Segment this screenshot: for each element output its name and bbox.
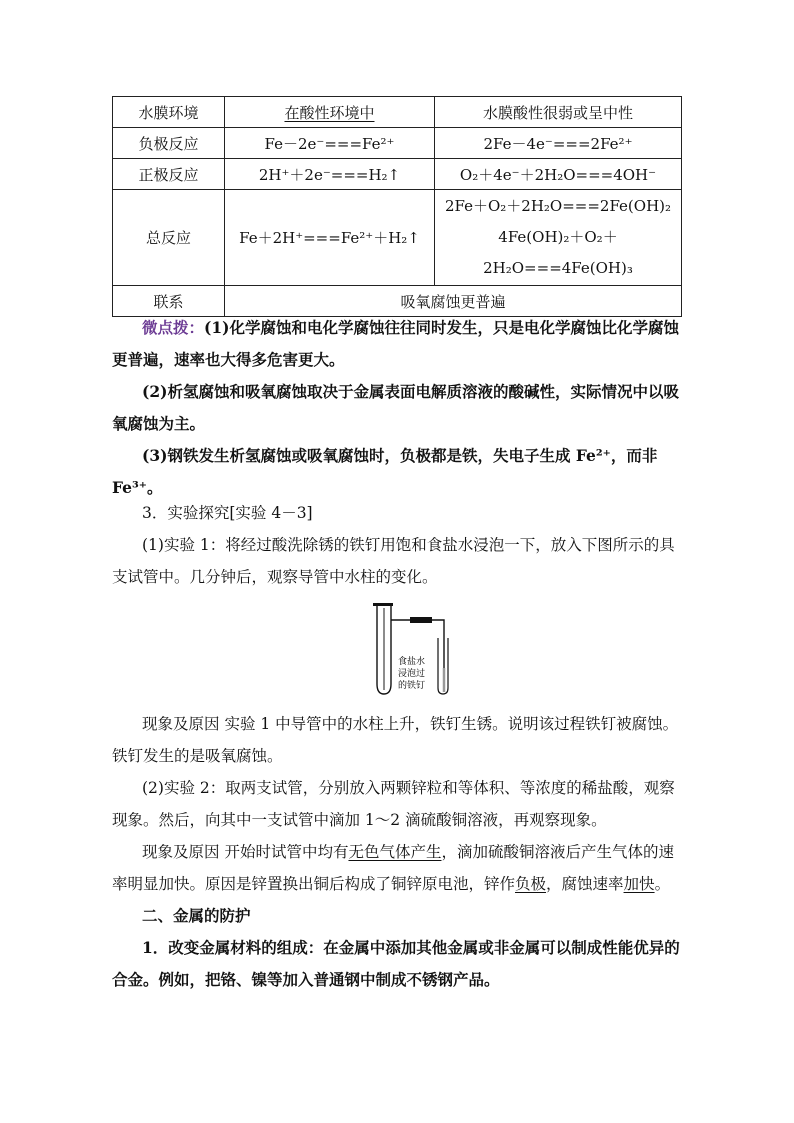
table-row-label: 联系	[113, 286, 225, 317]
note-paragraph: (3)钢铁发生析氢腐蚀或吸氧腐蚀时，负极都是铁，失电子生成 Fe²⁺，而非 Fe³⁺。	[112, 446, 658, 497]
note-paragraph: 微点拨：(1)化学腐蚀和电化学腐蚀往往同时发生，只是电化学腐蚀比化学腐蚀更普遍，速率也大得多危害更大。	[112, 318, 679, 369]
figure-label-line: 浸泡过	[398, 668, 426, 678]
table-row	[113, 128, 682, 159]
apparatus-figure	[370, 598, 462, 698]
equation-line: 2H₂O===4Fe(OH)₃	[483, 259, 633, 277]
result-paragraph: 现象及原因 实验 1 中导管中的水柱上升，铁钉生锈。说明该过程铁钉被腐蚀。铁钉发生的是吸氧腐蚀。	[112, 715, 679, 765]
table-cell	[435, 190, 682, 286]
note-paragraph: (2)析氢腐蚀和吸氧腐蚀取决于金属表面电解质溶液的酸碱性，实际情况中以吸氧腐蚀为主。	[112, 382, 679, 433]
results-section	[112, 708, 682, 996]
table-header-cell: 在酸性环境中	[225, 97, 435, 128]
corrosion-comparison-table	[112, 96, 682, 317]
table-cell: O₂＋4e⁻＋2H₂O===4OH⁻	[435, 159, 682, 190]
experiment-section	[112, 497, 682, 593]
figure-label-line: 的铁钉	[398, 680, 426, 690]
table-row-label: 正极反应	[113, 159, 225, 190]
table-cell: 2Fe－4e⁻===2Fe²⁺	[435, 128, 682, 159]
table-cell: 2H⁺＋2e⁻===H₂↑	[225, 159, 435, 190]
table-row	[113, 190, 682, 286]
experiment-paragraph: (2)实验 2：取两支试管，分别放入两颗锌粒和等体积、等浓度的稀盐酸，观察现象。然后，向其中一支试管中滴加 1～2 滴硫酸铜溶液，再观察现象。	[112, 779, 675, 829]
table-row	[113, 97, 682, 128]
table-row-label: 负极反应	[113, 128, 225, 159]
table-header-cell: 水膜环境	[113, 97, 225, 128]
table-merged-cell: 吸氧腐蚀更普遍	[225, 286, 682, 317]
equation-line: 2Fe＋O₂＋2H₂O===2Fe(OH)₂	[444, 197, 672, 215]
table-row-label: 总反应	[113, 190, 225, 286]
table-header-cell: 水膜酸性很弱或呈中性	[435, 97, 682, 128]
notes-section	[112, 312, 682, 504]
table-cell: Fe－2e⁻===Fe²⁺	[225, 128, 435, 159]
equation-line: 4Fe(OH)₂＋O₂＋	[498, 228, 618, 246]
protection-paragraph: 1．改变金属材料的组成：在金属中添加其他金属或非金属可以制成性能优异的合金。例如，把铬、镍等加入普通钢中制成不锈钢产品。	[112, 938, 680, 989]
figure-label-line: 食盐水	[398, 656, 426, 666]
experiment-heading: 3．实验探究[实验 4－3]	[142, 504, 313, 522]
experiment-paragraph: (1)实验 1：将经过酸洗除锈的铁钉用饱和食盐水浸泡一下，放入下图所示的具支试管中。几分钟后，观察导管中水柱的变化。	[112, 536, 675, 586]
section-heading: 二、金属的防护	[142, 906, 251, 925]
result-paragraph: 现象及原因 开始时试管中均有无色气体产生，滴加硫酸铜溶液后产生气体的速率明显加快。原因是锌置换出铜后构成了铜锌原电池，锌作负极，腐蚀速率加快。	[112, 843, 674, 893]
table-row	[113, 159, 682, 190]
table-cell: Fe＋2H⁺===Fe²⁺＋H₂↑	[225, 190, 435, 286]
